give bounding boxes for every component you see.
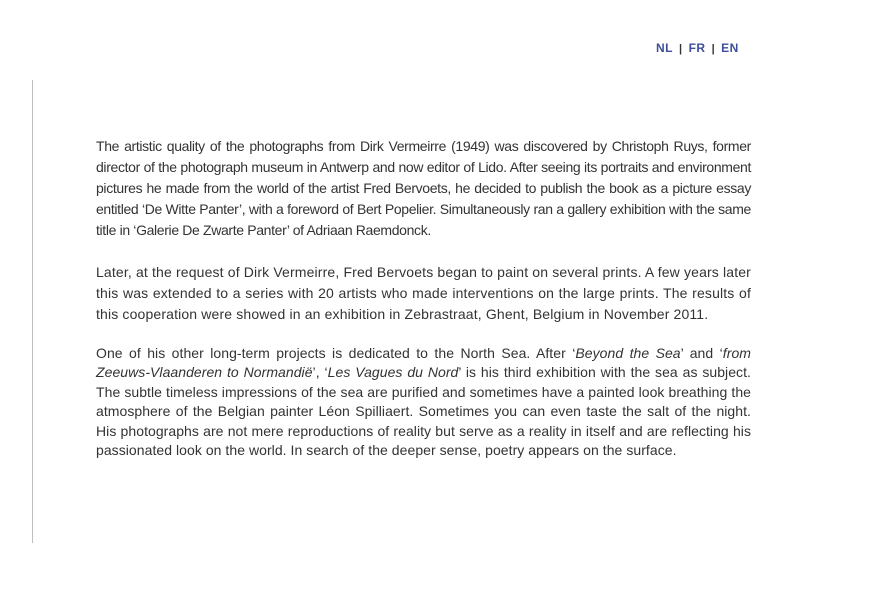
language-separator: | bbox=[711, 43, 716, 55]
paragraph-text: One of his other long-term projects is dedicated to the North Sea. After ‘ bbox=[96, 345, 576, 361]
paragraph-text: ’, ‘ bbox=[312, 364, 328, 381]
exhibition-title: Les Vagues du Nord bbox=[327, 364, 459, 381]
language-separator: | bbox=[679, 43, 683, 55]
language-link-fr[interactable]: FR bbox=[688, 41, 706, 55]
exhibition-title: Beyond the Sea bbox=[575, 345, 681, 361]
paragraph-text: ’ is his third exhibition with the sea as subject. The subtle timeless impressions of the sea are purified and sometimes have a painted look breathing the atmosphere of the Belgian painter Léon Spilliaert. Sometimes you can even taste the salt of the night. His photographs are not mere reproductions of reality but serve as a reality in itself and are reflecting his passionated look on the world. In search of the deeper sense, poetry appears on the surface. bbox=[96, 364, 751, 459]
paragraph-discovery: The artistic quality of the photographs from Dirk Vermeirre (1949) was discovered by Christoph Ruys, former director of the photograph museum in Antwerp and now editor of Lido. After seeing its portraits and environment pictures he made from the world of the artist Fred Bervoets, he decided to publish the book as a picture essay entitled ‘De Witte Panter’, with a foreword of Bert Popelier. Simultaneously ran a gallery exhibition with the same title in ‘Galerie De Zwarte Panter’ of Adriaan Raemdonck. bbox=[96, 138, 751, 238]
language-switcher bbox=[656, 41, 739, 55]
paragraph-text: ’ and ‘ bbox=[680, 345, 723, 361]
paragraph-collaboration: Later, at the request of Dirk Vermeirre, Fred Bervoets began to paint on several prints. A few years later this was extended to a series with 20 artists who made interventions on the large prints. The results of this cooperation were showed in an exhibition in Zebrastraat, Ghent, Belgium in November 2011. bbox=[96, 264, 751, 322]
exhibition-title: from Zeeuws-Vlaanderen to Normandië bbox=[96, 345, 751, 381]
paragraph-north-sea bbox=[96, 344, 751, 460]
language-link-nl[interactable]: NL bbox=[656, 41, 673, 55]
language-link-en[interactable]: EN bbox=[721, 41, 739, 55]
biography-text bbox=[96, 136, 751, 460]
vertical-divider bbox=[32, 80, 33, 543]
